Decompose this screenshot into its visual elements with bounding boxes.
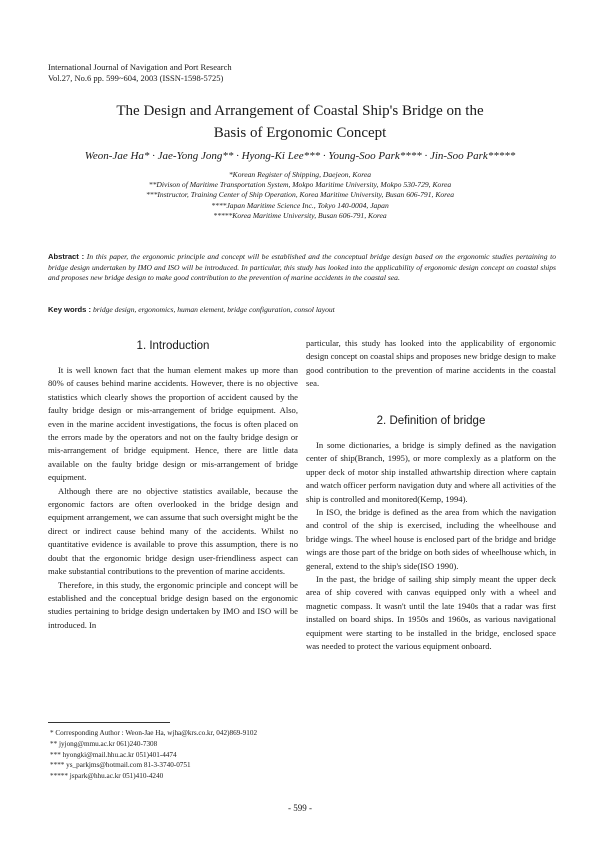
footnote: ** jyjong@mmu.ac.kr 061)240-7308 (50, 739, 158, 748)
footnote: ***** jspark@hhu.ac.kr 051)410-4240 (50, 772, 164, 781)
footnote: *** hyongki@mail.hhu.ac.kr 051)401-4474 (50, 750, 177, 759)
footnote: * Corresponding Author : Weon-Jae Ha, wjha@krs.co.kr, 042)869-9102 (50, 729, 258, 737)
paragraph: Therefore, in this study, the ergonomic principle and concept will be established and the conceptual bridge design based on the ergonomic studies pertaining to bridge design undertaken by IMO and ISO will be introduced. In (48, 579, 298, 630)
right-column-bottom (306, 439, 556, 654)
paragraph: In the past, the bridge of sailing ship simply meant the upper deck area of ship covered with canvas equipped only with a wheel and magnetic compass. It wasn't until the late 1940s that a radar was first installed on board ships. In 1950s and 1960s, as various navigational equipment were starting to be installed in the bridge, enclosed space was needed to protect the various equipment onboard. (306, 574, 556, 652)
section-heading-definition: 2. Definition of bridge (376, 415, 486, 427)
affiliation: *Korean Register of Shipping, Daejeon, Korea (228, 170, 372, 179)
abstract-label: Abstract : (48, 252, 85, 261)
title-line-1: The Design and Arrangement of Coastal Ship's Bridge on the (116, 103, 484, 119)
affiliation: ****Japan Maritime Science Inc., Tokyo 140-0004, Japan (211, 200, 389, 210)
journal-name: International Journal of Navigation and Port Research (48, 62, 232, 72)
keywords-label: Key words : (48, 305, 92, 314)
section-heading-introduction: 1. Introduction (136, 340, 210, 352)
right-column-top (306, 337, 556, 391)
affiliation: ***Instructor, Training Center of Ship Operation, Korea Maritime University, Busan 606-791, Korea (145, 190, 455, 200)
abstract-text: In this paper, the ergonomic principle and concept will be established and the conceptual bridge design based on the ergonomic studies pertaining to bridge design undertaken by IMO and ISO will be introduced. In particular, this study has looked into the applicability of ergonomic design concept on coastal ships and proposes new bridge design to make good contribution to the prevention of marine accidents in the coastal sea. (48, 252, 557, 282)
paragraph: It is well known fact that the human element makes up more than 80% of causes behind marine accidents. However, there is no objective statistics which clearly shows the proportion of accident caused by the faulty bridge design or mis-arrangement of bridge equipment. Also, even in the marine accident investigations, the focus is often placed on the errors made by the operators and not on the faulty bridge design or mis-arrangement of bridge equipment. Hence, there are little data available on the faulty bridge design or mis-arrangement of bridge equipment. (48, 365, 298, 483)
footnote: **** ys_parkjms@hotmail.com 81-3-3740-0751 (50, 761, 191, 770)
author-list: Weon-Jae Ha* · Jae-Yong Jong** · Hyong-Ki Lee*** · Young-Soo Park**** · Jin-Soo Park***** (84, 150, 516, 162)
abstract (48, 252, 556, 284)
paper-title (0, 100, 600, 144)
journal-volume: Vol.27, No.6 pp. 599~604, 2003 (ISSN-1598-5725) (48, 73, 224, 83)
paragraph: In some dictionaries, a bridge is simply defined as the navigation center of ship(Branch, 1995), or more complexly as a platform on the upper deck of motor ship installed athwartship direction where captain and watch officer perform navigation duty and where all activities of the ship is controlled and monitored(Kemp, 1994). (306, 440, 556, 504)
affiliation: *****Korea Maritime University, Busan 606-791, Korea (213, 210, 387, 220)
paragraph: Although there are no objective statistics available, because the ergonomic factors are often overlooked in the bridge design and equipment arrangement, we can assume that such oversight might be the direct or indirect cause behind many of the accidents. Whilst no quantitative evidence is available to prove this assumption, there is no doubt that the ergonomic bridge design user-friendliness aspect can make substantial contributions to the prevention of marine accidents. (48, 485, 298, 577)
affiliation: **Divison of Maritime Transportation System, Mokpo Maritime University, Mokpo 530-729, Korea (148, 180, 452, 190)
paragraph: In ISO, the bridge is defined as the area from which the navigation and control of the ship is exercised, including the wheelhouse and bridge wings. The wheel house is enclosed part of the bridge and bridge wings are those part of the bridge on both sides of wheelhouse which, in general, extend to the ship's side(ISO 1990). (306, 507, 556, 571)
title-line-2: Basis of Ergonomic Concept (213, 125, 387, 141)
journal-header (48, 62, 232, 84)
left-column (48, 364, 298, 632)
page-number: - 599 - (288, 803, 312, 813)
paragraph: particular, this study has looked into the applicability of ergonomic design concept on coastal ships and proposes new bridge design to make good contribution to the prevention of marine accidents in the coastal sea. (306, 338, 556, 389)
keywords-text: bridge design, ergonomics, human element, bridge configuration, consol layout (92, 305, 335, 314)
footnote-divider (48, 722, 170, 723)
keywords (48, 305, 335, 314)
footnotes (50, 728, 257, 782)
affiliations (0, 170, 600, 221)
